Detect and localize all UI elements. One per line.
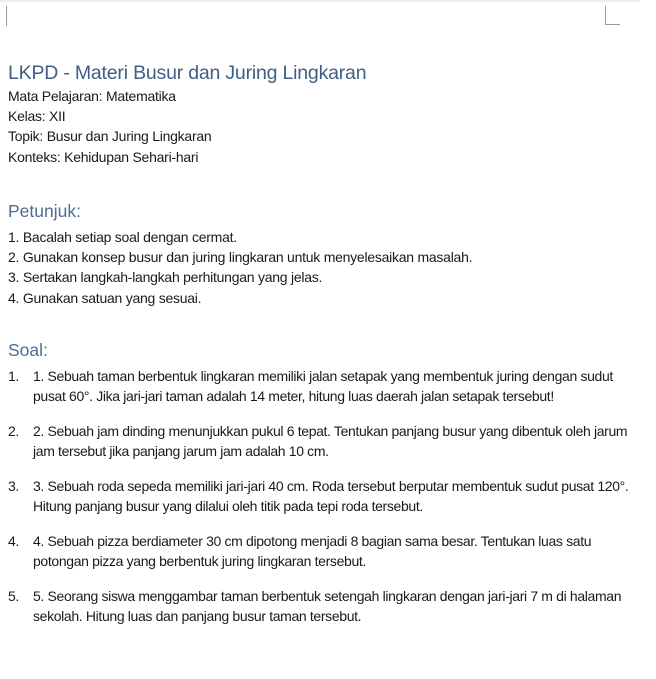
instructions-heading: Petunjuk: [8,200,81,221]
margin-corner-mark-right [605,6,620,25]
question-item [8,421,638,461]
instruction-item: 3. Sertakan langkah-langkah perhitungan yang jelas. [8,269,323,286]
question-text: 1. Sebuah taman berbentuk lingkaran memiliki jalan setapak yang membentuk juring dengan sudut pusat 60°. Jika jari-jari taman adalah 14 meter, hitung luas daerah jalan setapak tersebut! [33,368,613,404]
margin-corner-mark-left [6,6,7,26]
question-number: 3. [8,478,19,494]
instruction-item: 2. Gunakan konsep busur dan juring lingkaran untuk menyelesaikan masalah. [8,249,473,266]
question-number: 1. [8,368,19,384]
page-top-edge [0,0,640,3]
question-number: 4. [8,533,19,549]
document-title: LKPD - Materi Busur dan Juring Lingkaran [8,62,367,84]
question-text: 3. Sebuah roda sepeda memiliki jari-jari 40 cm. Roda tersebut berputar membentuk sudut pusat 120°. Hitung panjang busur yang dilalui oleh titik pada tepi roda tersebut. [33,478,629,514]
question-text: 2. Sebuah jam dinding menunjukkan pukul 6 tepat. Tentukan panjang busur yang dibentuk oleh jarum jam tersebut jika panjang jarum jam adalah 10 cm. [33,423,628,459]
question-text: 5. Seorang siswa menggambar taman berbentuk setengah lingkaran dengan jari-jari 7 m di halaman sekolah. Hitung luas dan panjang busur taman tersebut. [33,588,622,624]
questions-list [8,366,638,626]
document-body [8,60,638,641]
question-item [8,531,638,571]
instructions-list [8,227,638,308]
meta-block [8,86,638,167]
question-item [8,366,638,406]
meta-class: Kelas: XII [8,108,66,125]
questions-heading: Soal: [8,340,48,360]
question-text: 4. Sebuah pizza berdiameter 30 cm dipotong menjadi 8 bagian sama besar. Tentukan luas satu potongan pizza yang berbentuk juring lingkaran tersebut. [33,533,592,569]
question-item [8,586,638,626]
question-item [8,476,638,516]
instruction-item: 1. Bacalah setiap soal dengan cermat. [8,228,237,245]
meta-subject: Mata Pelajaran: Matematika [8,88,176,104]
meta-topic: Topik: Busur dan Juring Lingkaran [8,128,212,145]
instruction-item: 4. Gunakan satuan yang sesuai. [8,289,202,306]
question-number: 5. [8,588,19,604]
question-number: 2. [8,423,19,439]
meta-context: Konteks: Kehidupan Sehari-hari [8,148,199,165]
